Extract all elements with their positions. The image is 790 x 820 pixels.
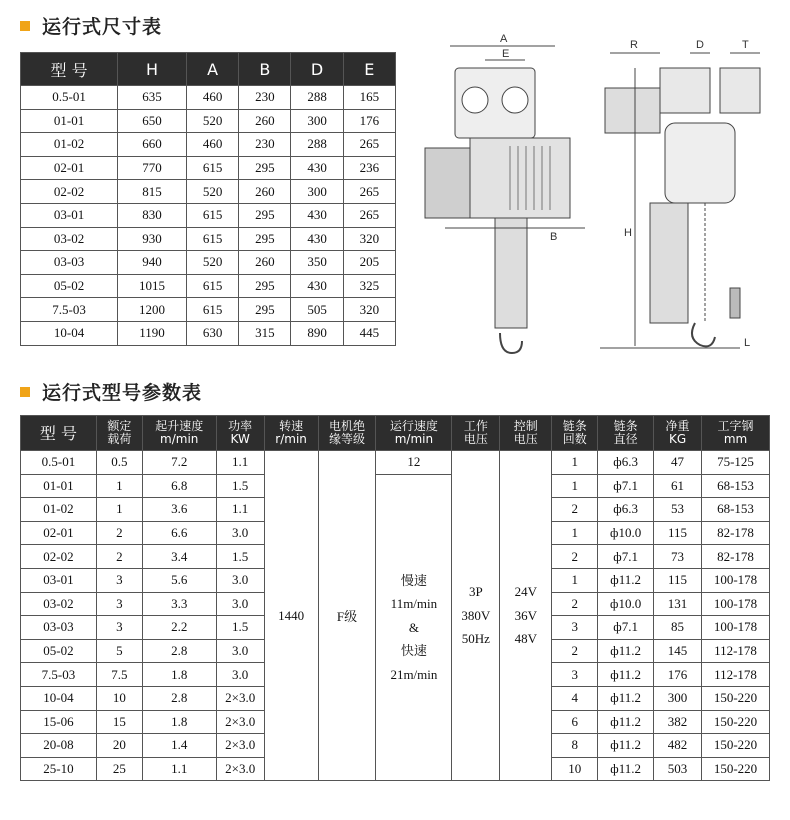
section-title: 运行式型号参数表	[42, 382, 203, 404]
control-text: 36V	[514, 607, 537, 623]
table-cell: 930	[118, 227, 187, 251]
table-cell: 3.0	[216, 521, 264, 545]
table-cell: 53	[654, 498, 702, 522]
table-cell: 176	[343, 109, 395, 133]
table-cell: 68-153	[702, 498, 770, 522]
table-cell: ф11.2	[598, 568, 654, 592]
section-title: 运行式尺寸表	[42, 16, 163, 38]
side-chain-bag	[650, 203, 688, 323]
table-cell: 150-220	[702, 757, 770, 781]
speed-merged-cell	[376, 474, 452, 781]
side-gear	[720, 68, 760, 113]
table-cell: 1	[96, 474, 142, 498]
table-cell: 15-06	[21, 710, 97, 734]
section-heading-params	[20, 378, 202, 405]
table-cell: 7.5-03	[21, 663, 97, 687]
table-cell: 68-153	[702, 474, 770, 498]
hook-front	[500, 333, 522, 353]
table-cell: 150-220	[702, 710, 770, 734]
table-cell: 3.0	[216, 639, 264, 663]
table-row	[21, 86, 396, 110]
speed-text: 快速	[400, 643, 427, 659]
table-cell: 482	[654, 734, 702, 758]
label-a: A	[500, 33, 508, 45]
table-cell: 503	[654, 757, 702, 781]
table-cell: 02-01	[21, 156, 118, 180]
table-cell: 1	[552, 568, 598, 592]
table-cell: ф11.2	[598, 639, 654, 663]
table-cell: 520	[186, 180, 238, 204]
parameter-table	[20, 415, 770, 781]
table-cell: 100-178	[702, 568, 770, 592]
header-cell	[216, 416, 264, 451]
table-cell: 260	[239, 109, 291, 133]
table-cell: 288	[291, 86, 343, 110]
speed-text: 21m/min	[390, 666, 438, 682]
table-cell: 145	[654, 639, 702, 663]
trolley-wheel-left	[462, 87, 488, 113]
table-cell: 10-04	[21, 686, 97, 710]
table-cell: 115	[654, 568, 702, 592]
table-cell: 2.8	[142, 639, 216, 663]
header-cell: A	[186, 53, 238, 86]
table-row	[21, 156, 396, 180]
label-r: R	[630, 39, 638, 51]
table-cell: ф10.0	[598, 592, 654, 616]
header-cell	[500, 416, 552, 451]
table-cell: 260	[239, 180, 291, 204]
header-text: 回数	[562, 432, 587, 446]
table-cell: 03-01	[21, 203, 118, 227]
table-cell: 20-08	[21, 734, 97, 758]
table-cell: 615	[186, 156, 238, 180]
table-cell: 230	[239, 133, 291, 157]
table-cell: 3	[552, 663, 598, 687]
table-cell: 15	[96, 710, 142, 734]
heading-marker-icon	[20, 21, 30, 31]
table-cell: 02-02	[21, 180, 118, 204]
table-cell: 0.5-01	[21, 86, 118, 110]
table-cell: 236	[343, 156, 395, 180]
table-cell: 1	[552, 474, 598, 498]
table-cell: 25-10	[21, 757, 97, 781]
header-text: 链条	[613, 419, 638, 433]
table-cell: 300	[291, 180, 343, 204]
table-cell: 770	[118, 156, 187, 180]
table-cell: 5.6	[142, 568, 216, 592]
header-cell	[264, 416, 318, 451]
table-cell: 7.5	[96, 663, 142, 687]
table-cell: 61	[654, 474, 702, 498]
hook-side	[692, 323, 715, 346]
insulation-merged-cell: F级	[318, 451, 376, 781]
table-cell: 2×3.0	[216, 710, 264, 734]
voltage-text: 380V	[461, 607, 491, 623]
table-row	[21, 274, 396, 298]
table-row	[21, 474, 770, 498]
table-cell: 2×3.0	[216, 757, 264, 781]
table-cell: 3	[96, 616, 142, 640]
header-text: 转速	[279, 419, 304, 433]
header-cell	[452, 416, 500, 451]
table-cell: 3.3	[142, 592, 216, 616]
table-cell: 6.8	[142, 474, 216, 498]
table-cell: 295	[239, 203, 291, 227]
table-row	[21, 451, 770, 475]
table-cell: 325	[343, 274, 395, 298]
table-cell: 265	[343, 180, 395, 204]
table-cell: 3.0	[216, 663, 264, 687]
header-cell	[21, 416, 97, 451]
table-cell: 295	[239, 298, 291, 322]
table-cell: 445	[343, 321, 395, 345]
header-text: r/min	[275, 432, 307, 446]
table-cell: 890	[291, 321, 343, 345]
table-cell: 615	[186, 227, 238, 251]
table-cell: 82-178	[702, 545, 770, 569]
label-h: H	[624, 227, 632, 239]
table-row	[21, 109, 396, 133]
header-cell	[96, 416, 142, 451]
table-cell: 430	[291, 227, 343, 251]
table-cell: 112-178	[702, 663, 770, 687]
label-e: E	[502, 48, 510, 60]
table-row	[21, 180, 396, 204]
header-cell: H	[118, 53, 187, 86]
table-cell: 265	[343, 133, 395, 157]
header-text: 控制	[513, 419, 538, 433]
table-cell: 615	[186, 203, 238, 227]
heading-marker-icon	[20, 387, 30, 397]
table-cell: 112-178	[702, 639, 770, 663]
section-heading-dimensions	[20, 12, 162, 39]
table-cell: 100-178	[702, 592, 770, 616]
table-cell: 288	[291, 133, 343, 157]
table-cell: ф6.3	[598, 498, 654, 522]
table-cell: 295	[239, 156, 291, 180]
header-text: 功率	[228, 419, 253, 433]
header-cell	[318, 416, 376, 451]
table-cell: 4	[552, 686, 598, 710]
table-cell: 03-03	[21, 251, 118, 275]
header-cell: D	[291, 53, 343, 86]
table-header-row	[21, 53, 396, 86]
table-cell: 100-178	[702, 616, 770, 640]
control-text: 24V	[514, 584, 537, 600]
table-cell: 315	[239, 321, 291, 345]
table-cell: 25	[96, 757, 142, 781]
table-cell: 3	[96, 592, 142, 616]
header-text: mm	[723, 432, 748, 446]
table-cell: 630	[186, 321, 238, 345]
table-cell: 2	[96, 521, 142, 545]
table-cell: 01-02	[21, 133, 118, 157]
table-cell: 2	[552, 639, 598, 663]
header-cell	[654, 416, 702, 451]
header-text: 电压	[463, 432, 488, 446]
label-b: B	[550, 231, 558, 243]
header-text: 电机绝	[329, 419, 366, 433]
header-text: KW	[230, 432, 250, 446]
table-cell: 0.5-01	[21, 451, 97, 475]
table-cell: 115	[654, 521, 702, 545]
table-cell: 815	[118, 180, 187, 204]
voltage-merged-cell	[452, 451, 500, 781]
table-cell: 635	[118, 86, 187, 110]
table-cell: 2	[552, 592, 598, 616]
table-cell: 650	[118, 109, 187, 133]
table-cell: 131	[654, 592, 702, 616]
table-cell: 1.1	[216, 451, 264, 475]
table-cell: ф10.0	[598, 521, 654, 545]
label-l: L	[744, 337, 751, 349]
table-cell: 2	[552, 545, 598, 569]
header-cell: E	[343, 53, 395, 86]
table-cell: 295	[239, 274, 291, 298]
header-text: 额定	[107, 419, 132, 433]
table-cell: 1.4	[142, 734, 216, 758]
table-cell: 940	[118, 251, 187, 275]
table-cell: ф7.1	[598, 474, 654, 498]
table-cell: 7.2	[142, 451, 216, 475]
table-cell: 02-01	[21, 521, 97, 545]
table-cell: 830	[118, 203, 187, 227]
table-cell: 0.5	[96, 451, 142, 475]
table-cell: 1	[552, 521, 598, 545]
voltage-text: 3P	[468, 584, 483, 600]
table-cell: ф11.2	[598, 686, 654, 710]
control-text: 48V	[514, 631, 537, 647]
table-cell: 320	[343, 298, 395, 322]
table-cell: 3.0	[216, 568, 264, 592]
header-cell	[702, 416, 770, 451]
header-cell	[598, 416, 654, 451]
header-text: 型 号	[39, 423, 77, 443]
table-row	[21, 298, 396, 322]
table-cell: 1.5	[216, 474, 264, 498]
table-row	[21, 133, 396, 157]
table-cell: 05-02	[21, 639, 97, 663]
table-cell: 520	[186, 251, 238, 275]
table-cell: ф7.1	[598, 545, 654, 569]
table-cell: 01-01	[21, 109, 118, 133]
side-trolley	[660, 68, 710, 113]
table-cell: 505	[291, 298, 343, 322]
speed-text: 慢速	[400, 572, 427, 588]
header-text: m/min	[160, 432, 199, 446]
table-cell: 260	[239, 251, 291, 275]
table-cell: 1.1	[216, 498, 264, 522]
header-text: 运行速度	[389, 419, 438, 433]
header-cell: B	[239, 53, 291, 86]
table-cell: 1.5	[216, 545, 264, 569]
speed-text: 11m/min	[390, 596, 438, 612]
table-cell: 176	[654, 663, 702, 687]
table-cell: 382	[654, 710, 702, 734]
table-cell: 2×3.0	[216, 686, 264, 710]
table-cell: 1	[552, 451, 598, 475]
table-cell: 8	[552, 734, 598, 758]
table-cell: 460	[186, 86, 238, 110]
header-text: 起升速度	[155, 419, 204, 433]
table-cell: 300	[654, 686, 702, 710]
table-cell: 430	[291, 274, 343, 298]
table-cell: 85	[654, 616, 702, 640]
table-cell: 230	[239, 86, 291, 110]
label-d: D	[696, 39, 704, 51]
pendant-control	[730, 288, 740, 318]
table-cell: 1.1	[142, 757, 216, 781]
side-motor	[605, 88, 660, 133]
table-cell: 2	[552, 498, 598, 522]
table-cell: 1190	[118, 321, 187, 345]
dimension-table	[20, 52, 396, 346]
table-cell: 6	[552, 710, 598, 734]
table-cell: 660	[118, 133, 187, 157]
table-cell: 615	[186, 298, 238, 322]
table-cell: 2.2	[142, 616, 216, 640]
table-cell: 01-02	[21, 498, 97, 522]
table-cell: 03-02	[21, 227, 118, 251]
side-hoist-body	[665, 123, 735, 203]
table-cell: 73	[654, 545, 702, 569]
table-cell: ф7.1	[598, 616, 654, 640]
table-cell: 165	[343, 86, 395, 110]
hoist-diagram	[410, 28, 780, 358]
table-cell: ф11.2	[598, 757, 654, 781]
table-row	[21, 227, 396, 251]
table-cell: 1	[96, 498, 142, 522]
table-cell: 430	[291, 156, 343, 180]
header-text: 载荷	[107, 432, 132, 446]
table-cell: 3	[552, 616, 598, 640]
header-text: 缘等级	[329, 432, 366, 446]
table-cell: 5	[96, 639, 142, 663]
table-cell: 20	[96, 734, 142, 758]
table-row	[21, 321, 396, 345]
label-t: T	[742, 39, 749, 51]
table-cell: ф11.2	[598, 663, 654, 687]
header-text: 工作	[463, 419, 488, 433]
table-cell: 460	[186, 133, 238, 157]
table-header-row	[21, 416, 770, 451]
header-cell	[376, 416, 452, 451]
control-merged-cell	[500, 451, 552, 781]
table-cell: 265	[343, 203, 395, 227]
header-cell	[142, 416, 216, 451]
header-text: 直径	[613, 432, 638, 446]
table-cell: 01-01	[21, 474, 97, 498]
table-cell: 03-02	[21, 592, 97, 616]
table-cell: 2×3.0	[216, 734, 264, 758]
header-text: 链条	[562, 419, 587, 433]
header-text: KG	[668, 432, 687, 446]
table-cell: 1.8	[142, 710, 216, 734]
table-cell: 1.8	[142, 663, 216, 687]
table-cell: 430	[291, 203, 343, 227]
table-cell: 1200	[118, 298, 187, 322]
table-cell: 05-02	[21, 274, 118, 298]
table-cell: 615	[186, 274, 238, 298]
table-cell: 350	[291, 251, 343, 275]
table-cell: 7.5-03	[21, 298, 118, 322]
speed-cell: 12	[376, 451, 452, 475]
trolley-wheel-right	[502, 87, 528, 113]
table-cell: 03-03	[21, 616, 97, 640]
rpm-merged-cell: 1440	[264, 451, 318, 781]
table-cell: 520	[186, 109, 238, 133]
table-cell: 3.0	[216, 592, 264, 616]
table-cell: 150-220	[702, 686, 770, 710]
table-row	[21, 203, 396, 227]
header-cell: 型 号	[21, 53, 118, 86]
voltage-text: 50Hz	[461, 631, 490, 647]
table-cell: 2	[96, 545, 142, 569]
header-text: 电压	[513, 432, 538, 446]
header-text: 工字钢	[717, 419, 754, 433]
table-cell: 75-125	[702, 451, 770, 475]
table-cell: 3.4	[142, 545, 216, 569]
table-cell: 47	[654, 451, 702, 475]
table-row	[21, 251, 396, 275]
table-cell: 3	[96, 568, 142, 592]
table-cell: 10	[96, 686, 142, 710]
speed-text: &	[408, 619, 419, 635]
table-cell: ф6.3	[598, 451, 654, 475]
table-cell: 6.6	[142, 521, 216, 545]
table-cell: 2.8	[142, 686, 216, 710]
table-cell: ф11.2	[598, 734, 654, 758]
table-cell: 3.6	[142, 498, 216, 522]
header-text: m/min	[394, 432, 434, 446]
table-cell: 205	[343, 251, 395, 275]
table-cell: 150-220	[702, 734, 770, 758]
table-cell: 02-02	[21, 545, 97, 569]
table-cell: 82-178	[702, 521, 770, 545]
table-cell: 1015	[118, 274, 187, 298]
table-cell: ф11.2	[598, 710, 654, 734]
table-cell: 300	[291, 109, 343, 133]
motor-cover	[425, 148, 470, 218]
table-cell: 10-04	[21, 321, 118, 345]
motor-body	[470, 138, 570, 218]
table-cell: 320	[343, 227, 395, 251]
table-cell: 1.5	[216, 616, 264, 640]
header-text: 净重	[665, 419, 690, 433]
table-cell: 03-01	[21, 568, 97, 592]
table-cell: 10	[552, 757, 598, 781]
chain-bag	[495, 218, 527, 328]
table-cell: 295	[239, 227, 291, 251]
header-cell	[552, 416, 598, 451]
